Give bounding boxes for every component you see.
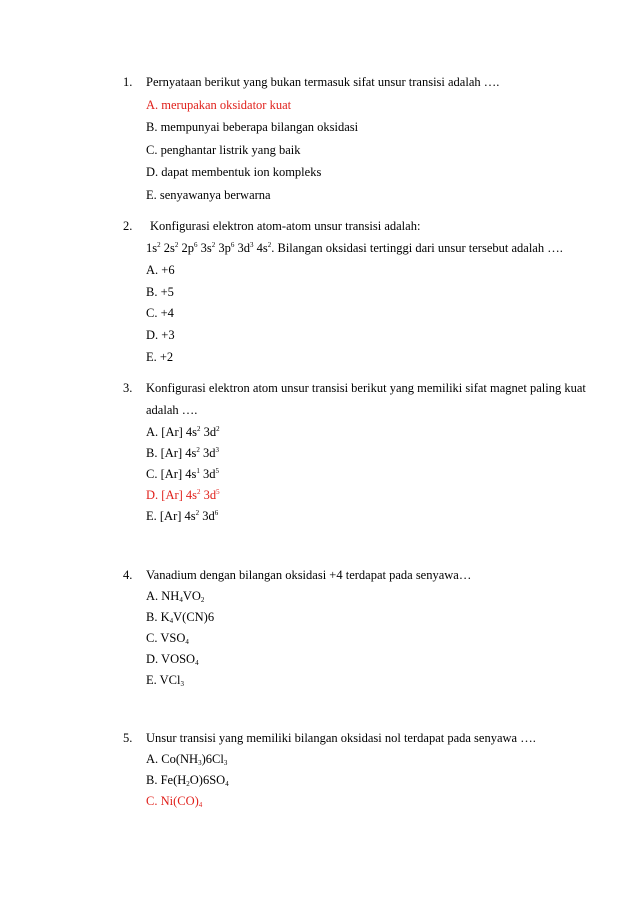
option-e: E. senyawanya berwarna [146,188,271,202]
option-c: C. [Ar] $4s^1$ $3d^5$ [146,467,219,481]
option-a: A. $NH_4VO_2$ [146,589,205,604]
option-b: B. +5 [146,285,174,299]
option-d-answer: D. [Ar] $4s^2$ $3d^5$ [146,488,220,502]
question-stem: Konfigurasi elektron atom unsur transisi berikut yang memiliki sifat magnet paling kuat [146,381,586,395]
question-stem-continued: adalah …. [146,403,198,417]
option-a: A. [Ar] $4s^2$ $3d^2$ [146,425,220,439]
question-number: 5. [123,731,133,745]
option-c: C. $VSO_4$ [146,631,189,646]
option-b: B. $Fe(H_2O)6SO_4$ [146,773,229,788]
question-number: 3. [123,381,133,395]
option-b: B. $K_4V(CN)6$ [146,610,215,625]
option-e: E. +2 [146,350,174,364]
question-stem: Unsur transisi yang memiliki bilangan oksidasi nol terdapat pada senyawa …. [146,731,536,745]
option-b: B. mempunyai beberapa bilangan oksidasi [146,120,359,134]
option-e: E. [Ar] $4s^2$ $3d^6$ [146,509,219,523]
question-stem: Konfigurasi elektron atom-atom unsur transisi adalah: [150,219,421,233]
question-number: 4. [123,568,133,582]
option-b: B. [Ar] $4s^2$ $3d^3$ [146,446,219,460]
question-number: 2. [123,219,133,233]
option-a: A. +6 [146,263,175,277]
question-stem: Pernyataan berikut yang bukan termasuk sifat unsur transisi adalah …. [146,75,500,89]
option-a: A. $Co(NH_3)6Cl_3$ [146,752,228,767]
option-c: C. penghantar listrik yang baik [146,143,301,157]
option-d: D. dapat membentuk ion kompleks [146,165,322,179]
electron-configuration: $1s^2$ $2s^2$ $2p^6$ $3s^2$ $3p^6$ $3d^3$ $4s^2$. Bilangan oksidasi tertinggi dari unsur tersebut adalah …. [146,241,563,255]
option-e: E. VCl$_3$ [146,673,184,688]
option-d: D. $VOSO_4$ [146,652,199,667]
option-a-answer: A. merupakan oksidator kuat [146,98,292,112]
option-d: D. +3 [146,328,175,342]
option-c: C. +4 [146,306,174,320]
question-number: 1. [123,75,133,89]
question-stem: Vanadium dengan bilangan oksidasi +4 terdapat pada senyawa… [146,568,472,582]
option-c-answer: C. $Ni(CO)_4$ [146,794,203,809]
